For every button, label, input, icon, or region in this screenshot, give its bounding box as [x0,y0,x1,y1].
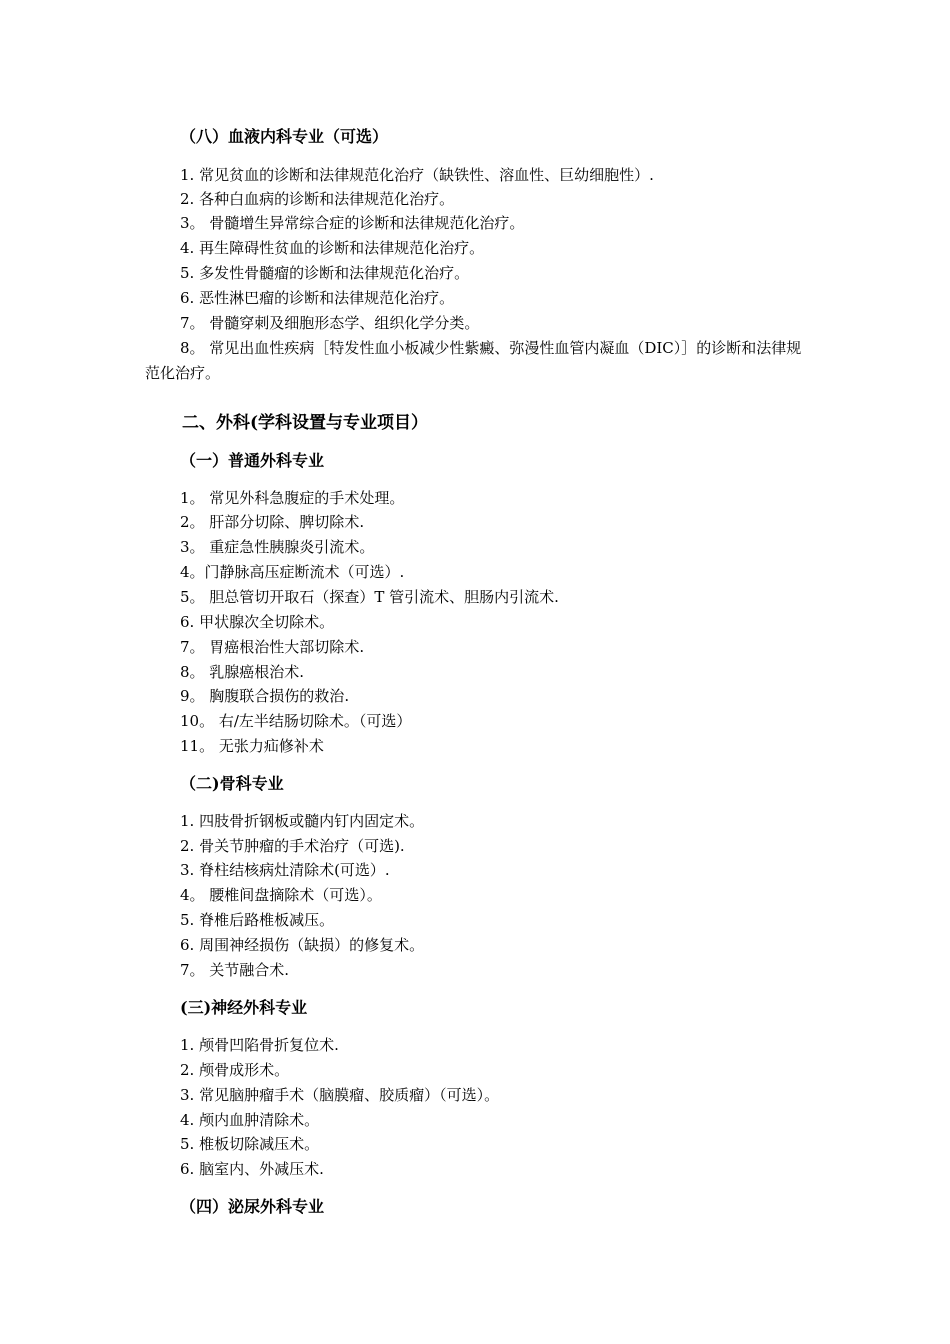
list-item: 2。 肝部分切除、脾切除术. [180,513,365,531]
list-item: 3. 脊柱结核病灶清除术(可选）. [180,861,390,879]
list-item: 4。 腰椎间盘摘除术（可选）。 [180,886,382,904]
list-item: 1. 颅骨凹陷骨折复位术. [180,1036,339,1054]
list-item: 2. 各种白血病的诊断和法律规范化治疗。 [180,190,455,208]
list-item: 3。 重症急性胰腺炎引流术。 [180,538,375,556]
list-item: 5. 脊椎后路椎板减压。 [180,911,335,929]
list-item: 8。 乳腺癌根治术. [180,663,305,681]
chapter-heading-surgery: 二、外科(学科设置与专业项目） [182,413,429,433]
section-heading-urology: （四）泌尿外科专业 [180,1197,325,1216]
list-item: 1。 常见外科急腹症的手术处理。 [180,489,405,507]
list-item: 3。 骨髓增生异常综合症的诊断和法律规范化治疗。 [180,214,525,232]
list-item: 7。 关节融合术. [180,961,290,979]
list-item: 6. 恶性淋巴瘤的诊断和法律规范化治疗。 [180,289,455,307]
list-item: 11。 无张力疝修补术 [180,737,324,755]
list-item: 2. 骨关节肿瘤的手术治疗（可选). [180,837,405,855]
list-item: 5。 胆总管切开取石（探查）T 管引流术、胆肠内引流术. [180,588,559,606]
list-item: 4。门静脉高压症断流术（可选）. [180,563,405,581]
list-item: 1. 四肢骨折钢板或髓内钉内固定术。 [180,812,425,830]
list-item: 6. 脑室内、外减压术. [180,1160,324,1178]
list-item: 10。 右/左半结肠切除术。（可选） [180,712,412,730]
section-heading-neurosurgery: (三)神经外科专业 [180,998,308,1017]
list-item: 9。 胸腹联合损伤的救治. [180,687,350,705]
list-item: 4. 颅内血肿清除术。 [180,1111,320,1129]
list-item: 6. 甲状腺次全切除术。 [180,613,335,631]
list-item: 7。 胃癌根治性大部切除术. [180,638,365,656]
list-item: 4. 再生障碍性贫血的诊断和法律规范化治疗。 [180,239,485,257]
section-heading-orthopedics: （二)骨科专业 [180,774,284,793]
list-item: 6. 周围神经损伤（缺损）的修复术。 [180,936,425,954]
list-item: 5. 椎板切除减压术。 [180,1135,320,1153]
section-heading-general-surgery: （一）普通外科专业 [180,451,325,470]
list-item: 5. 多发性骨髓瘤的诊断和法律规范化治疗。 [180,264,470,282]
list-item: 2. 颅骨成形术。 [180,1061,290,1079]
list-item: 3. 常见脑肿瘤手术（脑膜瘤、胶质瘤）（可选）。 [180,1086,500,1104]
list-item-wrapped: 8。 常见出血性疾病［特发性血小板减少性紫癜、弥漫性血管内凝血（DIC）］的诊断和法律规范化治疗。 [145,339,802,382]
list-item: 7。 骨髓穿刺及细胞形态学、组织化学分类。 [180,314,480,332]
section-heading-hematology: （八）血液内科专业（可选） [180,127,389,146]
list-item: 1. 常见贫血的诊断和法律规范化治疗（缺铁性、溶血性、巨幼细胞性）. [180,166,654,184]
